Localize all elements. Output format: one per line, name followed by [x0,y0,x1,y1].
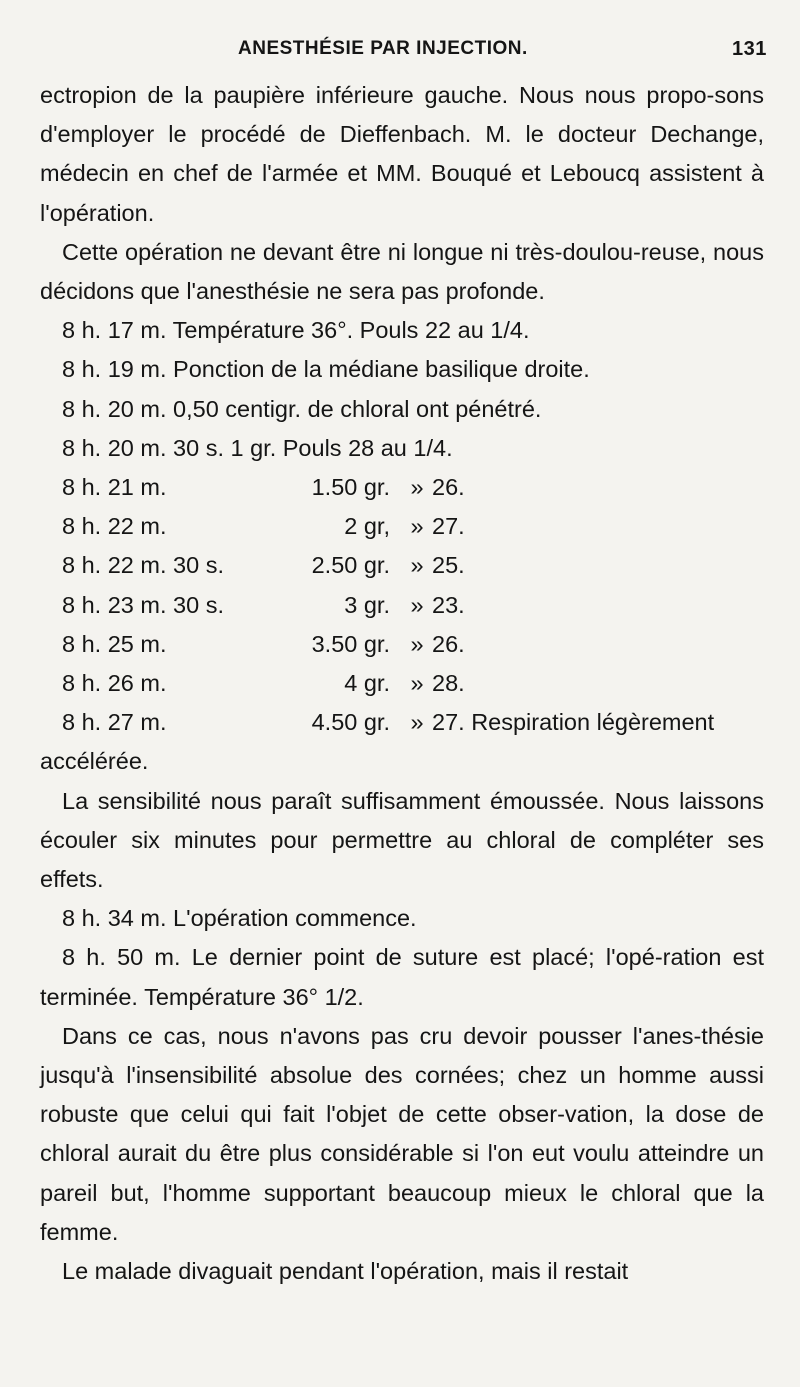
table-row [40,468,764,507]
dose-cell: 3 gr. [344,591,390,618]
dose-cell: 3.50 gr. [311,630,390,657]
time-cell: 8 h. 26 m. [62,669,167,696]
time-cell: 8 h. 25 m. [62,630,167,657]
pulse-cell: 26. [432,474,465,501]
paragraph-2: Cette opération ne devant être ni longue ni très-doulou-reuse, nous décidons que l'anesthésie ne sera pas profonde. [40,238,764,305]
dose-cell: 4.50 gr. [311,709,390,736]
ditto-mark: » [410,552,424,579]
running-title: ANESTHÉSIE PAR INJECTION. [238,38,528,59]
pulse-cell: 26. [432,630,465,657]
pulse-cell: 28. [432,669,465,696]
time-cell: 8 h. 21 m. [62,474,167,501]
time-cell: 8 h. 22 m. 30 s. [62,552,224,579]
log-entry-4: 8 h. 20 m. 30 s. 1 gr. Pouls 28 au 1/4. [62,434,453,461]
table-row [40,703,764,742]
dose-table [40,468,764,742]
paragraph-3: La sensibilité nous paraît suffisamment émoussée. Nous laissons écouler six minutes pour permettre au chloral de compléter ses effets. [40,787,764,892]
log-entry-3: 8 h. 20 m. 0,50 centigr. de chloral ont pénétré. [62,395,542,422]
ditto-mark: » [410,709,424,736]
dose-cell: 2 gr, [344,513,390,540]
body-text [40,76,764,1291]
page-header [0,34,800,66]
table-row [40,664,764,703]
table-row [40,625,764,664]
log-entry-1: 8 h. 17 m. Température 36°. Pouls 22 au 1/4. [62,317,530,344]
table-row [40,507,764,546]
paragraph-5: Dans ce cas, nous n'avons pas cru devoir pousser l'anes-thésie jusqu'à l'insensibilité absolue des cornées; chez un homme aussi robuste que celui qui fait l'objet de cette obser-vation, la dose de chloral aurait du être plus considérable si l'on eut voulu atteindre un pareil but, l'homme supportant beaucoup mieux le chloral que la femme. [40,1022,764,1245]
continuation-line: accélérée. [40,748,149,775]
paragraph-4: 8 h. 50 m. Le dernier point de suture est placé; l'opé-ration est terminée. Température 36° 1/2. [40,944,764,1010]
ditto-mark: » [410,630,424,657]
dose-cell: 1.50 gr. [311,474,390,501]
ditto-mark: » [410,474,424,501]
paragraph-6: Le malade divaguait pendant l'opération, mais il restait [62,1257,629,1284]
time-cell: 8 h. 27 m. [62,709,167,736]
paragraph-1: ectropion de la paupière inférieure gauche. Nous nous propo-sons d'employer le procédé de Dieffenbach. M. le docteur Dechange, médecin en chef de l'armée et MM. Bouqué et Leboucq assistent à l'opération. [40,82,764,226]
ditto-mark: » [410,591,424,618]
pulse-cell: 27. [432,513,465,540]
pulse-cell: 23. [432,591,465,618]
pulse-cell: 27. Respiration légèrement [432,709,715,736]
table-row [40,586,764,625]
ditto-mark: » [410,669,424,696]
pulse-cell: 25. [432,552,465,579]
page-number: 131 [732,38,767,60]
table-row [40,546,764,585]
time-cell: 8 h. 22 m. [62,513,167,540]
log-entry-5: 8 h. 34 m. L'opération commence. [62,905,417,932]
time-cell: 8 h. 23 m. 30 s. [62,591,224,618]
ditto-mark: » [410,513,424,540]
dose-cell: 4 gr. [344,669,390,696]
log-entry-2: 8 h. 19 m. Ponction de la médiane basilique droite. [62,356,590,383]
dose-cell: 2.50 gr. [311,552,390,579]
